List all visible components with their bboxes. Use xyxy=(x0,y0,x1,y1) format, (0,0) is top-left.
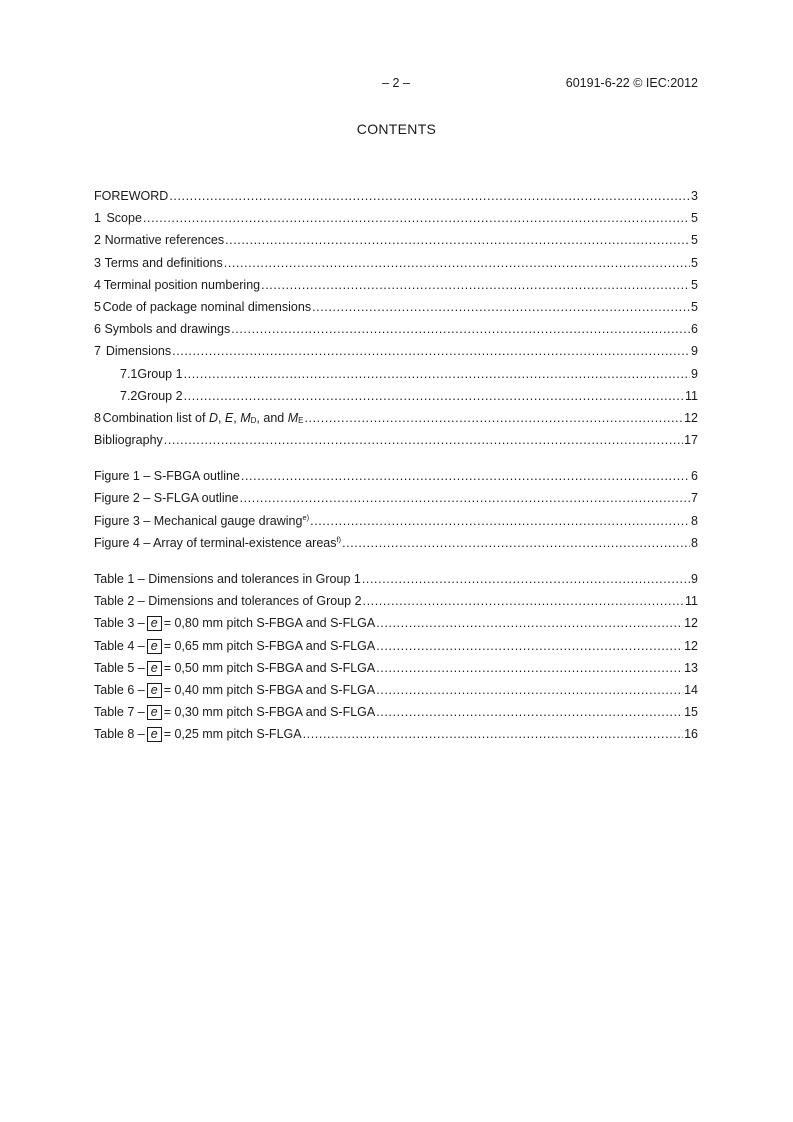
toc-entry-label: Figure 2 – S-FLGA outline xyxy=(94,491,239,506)
toc-entry-label: Figure 4 – Array of terminal-existence areas$^{f)}$ xyxy=(94,534,342,550)
dot-leader xyxy=(376,612,683,634)
dot-leader xyxy=(303,723,684,745)
dot-leader xyxy=(261,274,690,296)
toc-entry-page: 7 xyxy=(691,491,698,506)
toc-entry-label: Table 3 – e = 0,80 mm pitch S-FBGA and S-FLGA xyxy=(94,616,376,631)
toc-entry-page: 12 xyxy=(684,410,698,425)
toc-entry-table-1[interactable] xyxy=(94,568,698,590)
section-number: 6 xyxy=(94,322,101,337)
toc-entry-label: Code of package nominal dimensions xyxy=(102,299,312,314)
toc-entry-label: Normative references xyxy=(104,233,225,248)
toc-entry-figure-2[interactable] xyxy=(94,487,698,509)
dot-leader xyxy=(310,510,690,532)
dot-leader xyxy=(376,635,683,657)
toc-entry-page: 16 xyxy=(684,727,698,742)
toc-entry-page: 5 xyxy=(691,211,698,226)
toc-entry-label: Table 8 – e = 0,25 mm pitch S-FLGA xyxy=(94,727,302,742)
toc-entry-figure-3[interactable] xyxy=(94,510,698,532)
toc-entry-label: Table 6 – e = 0,40 mm pitch S-FBGA and S-FLGA xyxy=(94,682,376,697)
toc-entry-page: 9 xyxy=(691,572,698,586)
toc-entry-table-6[interactable] xyxy=(94,679,698,701)
dot-leader xyxy=(231,318,690,340)
toc-entry-symbols-and-drawings[interactable] xyxy=(94,318,698,340)
toc-entry-table-8[interactable] xyxy=(94,723,698,745)
toc-entry-page: 11 xyxy=(685,388,698,403)
dot-leader xyxy=(225,229,690,251)
dot-leader xyxy=(164,429,683,451)
section-number: 7.2 xyxy=(120,388,138,403)
document-reference: 60191-6-22 © IEC:2012 xyxy=(565,76,698,90)
toc-entry-label: Dimensions xyxy=(105,344,172,359)
toc-entry-label: Table 4 – e = 0,65 mm pitch S-FBGA and S-FLGA xyxy=(94,638,376,653)
toc-entry-page: 5 xyxy=(691,277,698,292)
toc-entry-page: 11 xyxy=(685,594,698,609)
dot-leader xyxy=(376,701,683,723)
toc-entry-page: 3 xyxy=(691,189,698,203)
pitch-symbol-box: e xyxy=(147,661,162,676)
section-number: 5 xyxy=(94,299,101,314)
dot-leader xyxy=(184,385,684,407)
toc-entry-label: Table 5 – e = 0,50 mm pitch S-FBGA and S-FLGA xyxy=(94,660,376,675)
toc-entry-figure-4[interactable] xyxy=(94,532,698,554)
toc-entry-table-7[interactable] xyxy=(94,701,698,723)
toc-entry-page: 9 xyxy=(691,344,698,359)
toc-entry-label: Figure 3 – Mechanical gauge drawing$^{e)}$ xyxy=(94,512,310,528)
dot-leader xyxy=(240,487,691,509)
page-header xyxy=(94,76,698,92)
toc-entry-page: 5 xyxy=(691,255,698,270)
toc-entry-label: Group 2 xyxy=(137,388,183,403)
dot-leader xyxy=(312,296,690,318)
table-of-contents xyxy=(94,185,698,746)
toc-entry-group-2[interactable] xyxy=(94,385,698,407)
toc-entry-label: Bibliography xyxy=(94,433,163,448)
dot-leader xyxy=(224,252,690,274)
toc-entry-figure-1[interactable] xyxy=(94,465,698,487)
dot-leader xyxy=(342,532,690,554)
toc-entry-dimensions[interactable] xyxy=(94,340,698,362)
toc-entry-label: Group 1 xyxy=(137,366,183,381)
toc-entry-bibliography[interactable] xyxy=(94,429,698,451)
toc-entry-table-2[interactable] xyxy=(94,590,698,612)
dot-leader xyxy=(304,407,683,429)
section-number: 4 xyxy=(94,277,101,292)
toc-entry-foreword[interactable] xyxy=(94,185,698,207)
toc-entry-group-1[interactable] xyxy=(94,363,698,385)
pitch-symbol-box: e xyxy=(147,639,162,654)
dot-leader xyxy=(143,207,690,229)
dot-leader xyxy=(241,465,690,487)
section-number: 8 xyxy=(94,410,101,425)
pitch-symbol-box: e xyxy=(147,683,162,698)
toc-entry-page: 8 xyxy=(691,535,698,550)
toc-entry-page: 8 xyxy=(691,513,698,528)
dot-leader xyxy=(184,363,690,385)
toc-entry-label: Figure 1 – S-FBGA outline xyxy=(94,469,240,484)
toc-entry-page: 6 xyxy=(691,322,698,337)
toc-entry-label: FOREWORD xyxy=(94,189,169,203)
dot-leader xyxy=(376,657,683,679)
toc-entry-page: 6 xyxy=(691,469,698,484)
pitch-symbol-box: e xyxy=(147,727,162,742)
toc-entry-page: 15 xyxy=(684,705,698,720)
toc-entry-page: 14 xyxy=(684,682,698,697)
toc-entry-label: Combination list of D, E, $M_D$, and $M_E$ xyxy=(102,410,304,425)
toc-entry-label: Terms and definitions xyxy=(104,255,223,270)
toc-entry-label: Terminal position numbering xyxy=(103,277,261,292)
toc-entry-code-of-package[interactable] xyxy=(94,296,698,318)
toc-entry-label: Symbols and drawings xyxy=(104,322,231,337)
dot-leader xyxy=(363,590,684,612)
toc-entry-page: 12 xyxy=(684,616,698,631)
toc-entry-normative-references[interactable] xyxy=(94,229,698,251)
toc-entry-table-4[interactable] xyxy=(94,635,698,657)
section-number: 2 xyxy=(94,233,101,248)
toc-entry-table-5[interactable] xyxy=(94,657,698,679)
toc-entry-combination-list[interactable] xyxy=(94,407,698,429)
toc-entry-label: Table 1 – Dimensions and tolerances in Group 1 xyxy=(94,572,361,586)
dot-leader xyxy=(169,185,690,207)
section-number: 7.1 xyxy=(120,366,138,381)
toc-entry-label: Table 2 – Dimensions and tolerances of Group 2 xyxy=(94,594,362,609)
section-number: 1 xyxy=(94,211,101,226)
page-number: – 2 – xyxy=(382,76,410,90)
toc-entry-page: 5 xyxy=(691,233,698,248)
dot-leader xyxy=(376,679,683,701)
section-number: 7 xyxy=(94,344,101,359)
pitch-symbol-box: e xyxy=(147,705,162,720)
toc-entry-label: Table 7 – e = 0,30 mm pitch S-FBGA and S-FLGA xyxy=(94,705,376,720)
toc-entry-page: 17 xyxy=(684,433,698,448)
toc-entry-terminal-position-numbering[interactable] xyxy=(94,274,698,296)
toc-entry-page: 9 xyxy=(691,366,698,381)
toc-entry-table-3[interactable] xyxy=(94,612,698,634)
toc-entry-page: 5 xyxy=(691,299,698,314)
dot-leader xyxy=(172,340,690,362)
section-number: 3 xyxy=(94,255,101,270)
toc-entry-scope[interactable] xyxy=(94,207,698,229)
toc-entry-page: 13 xyxy=(684,660,698,675)
toc-entry-label: Scope xyxy=(106,211,142,226)
toc-entry-terms-and-definitions[interactable] xyxy=(94,252,698,274)
dot-leader xyxy=(362,568,690,590)
pitch-symbol-box: e xyxy=(147,616,162,631)
page-title: CONTENTS xyxy=(356,121,437,137)
toc-entry-page: 12 xyxy=(684,638,698,653)
